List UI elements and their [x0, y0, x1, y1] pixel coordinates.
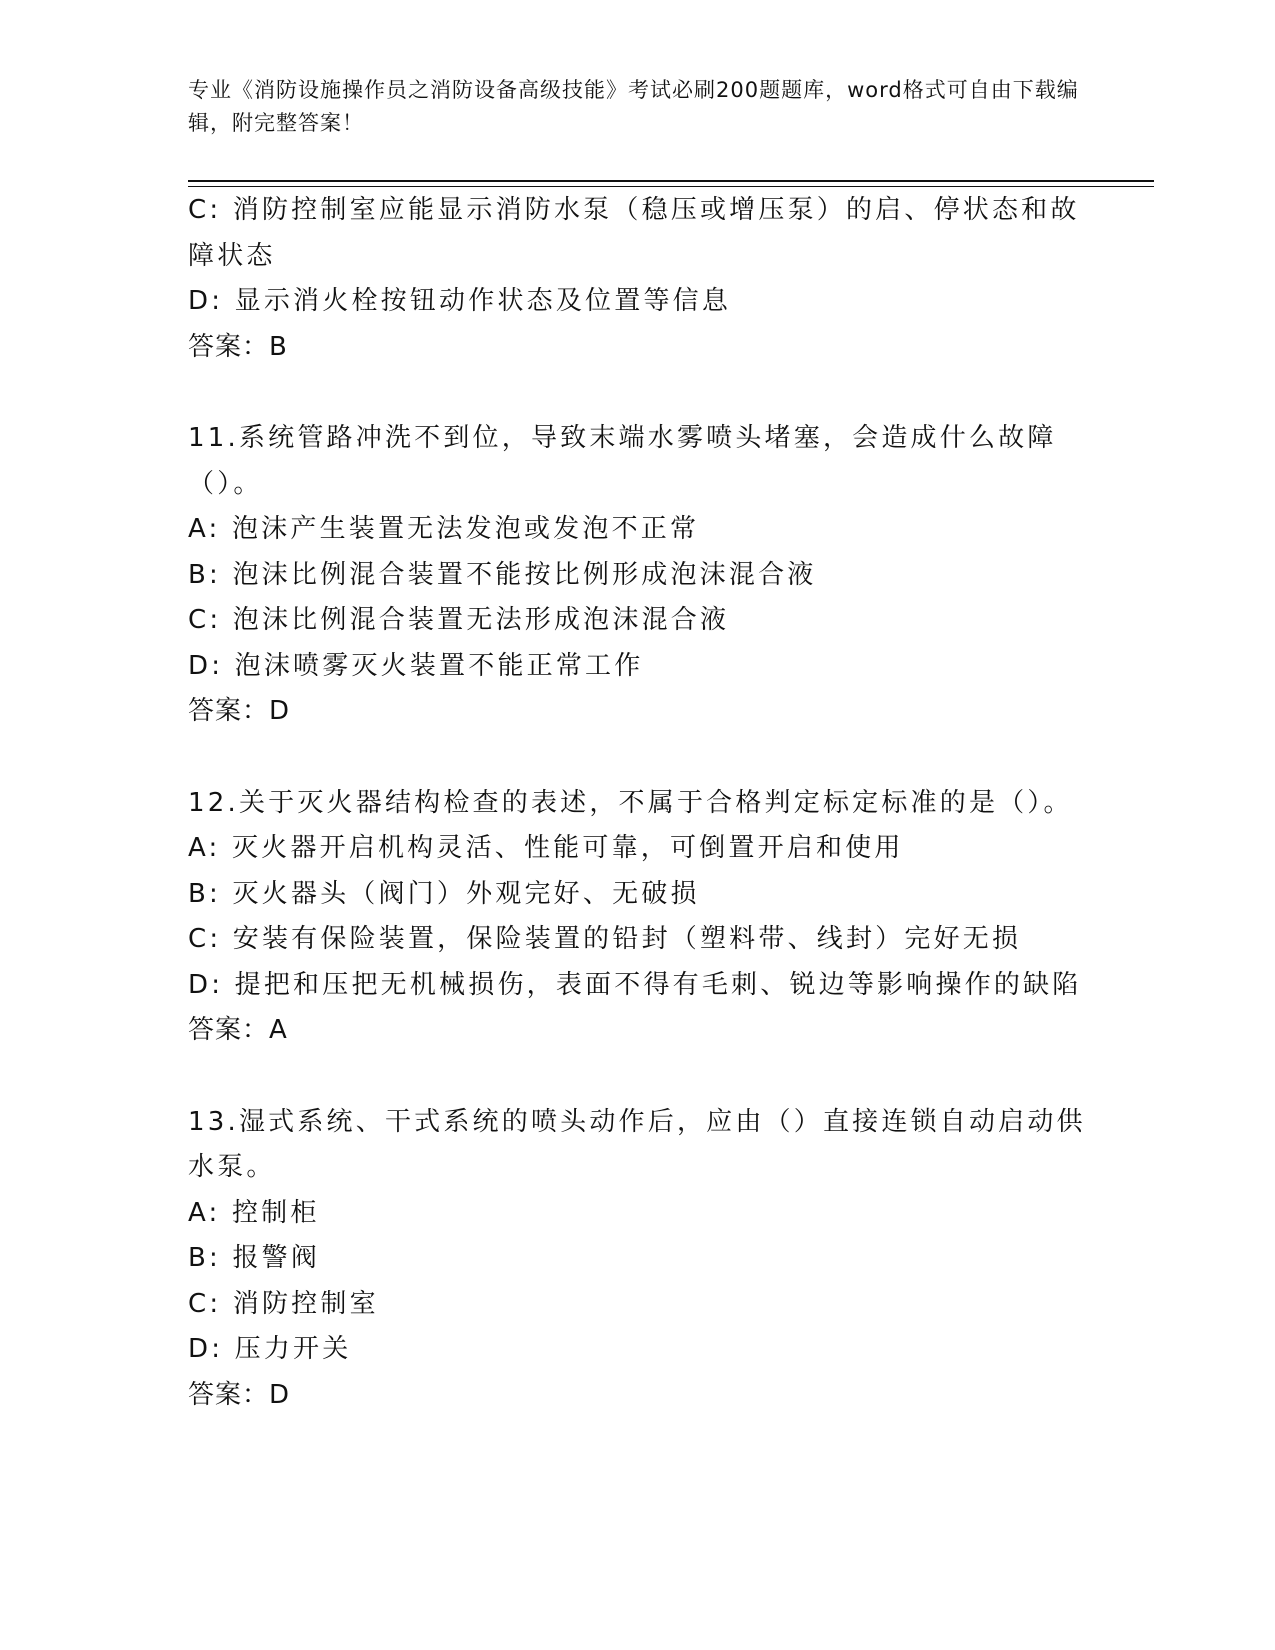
question-block-11 — [188, 416, 1088, 735]
option-label: D: — [188, 650, 235, 681]
header-rule-thin — [188, 186, 1154, 187]
option-b — [188, 553, 1088, 599]
option-label: A: — [188, 514, 232, 544]
option-label: C: — [188, 605, 233, 635]
option-label: B: — [188, 878, 233, 909]
option-label: A: — [188, 1197, 232, 1228]
option-label: B: — [188, 559, 233, 590]
option-d — [188, 963, 1088, 1009]
option-text: 泡沫产生装置无法发泡或发泡不正常 — [231, 514, 700, 544]
option-c — [188, 1282, 1088, 1328]
option-label: D: — [188, 286, 235, 316]
option-text: 压力开关 — [234, 1334, 352, 1364]
option-label: C: — [188, 1288, 233, 1319]
option-text: 泡沫比例混合装置不能按比例形成泡沫混合液 — [232, 559, 817, 590]
answer: 答案：D — [188, 696, 291, 726]
answer: 答案：D — [188, 1379, 291, 1410]
option-text: 泡沫喷雾灭火装置不能正常工作 — [234, 650, 644, 681]
document-header — [188, 74, 1088, 140]
option-b — [188, 1236, 1088, 1282]
question-stem: 12.关于灭火器结构检查的表述，不属于合格判定标定标准的是（）。 — [188, 787, 1073, 818]
option-text: 提把和压把无机械损伤，表面不得有毛刺、锐边等影响操作的缺陷 — [234, 969, 1082, 1000]
question-stem: 11.系统管路冲洗不到位，导致末端水雾喷头堵塞，会造成什么故障（）。 — [188, 423, 1057, 499]
option-a — [188, 507, 1088, 553]
question-stem: 13.湿式系统、干式系统的喷头动作后，应由（）直接连锁自动启动供水泵。 — [188, 1106, 1086, 1182]
option-text: 灭火器头（阀门）外观完好、无破损 — [232, 878, 700, 909]
option-label: A: — [188, 833, 232, 863]
option-b — [188, 872, 1088, 918]
answer: 答案：B — [188, 331, 288, 362]
question-block-carryover — [188, 188, 1088, 370]
document-body — [188, 188, 1088, 1418]
header-title: 专业《消防设施操作员之消防设备高级技能》考试必刷200题题库，word格式可自由下载编辑，附完整答案！ — [188, 78, 1079, 135]
option-a — [188, 826, 1088, 872]
option-label: C: — [188, 195, 233, 225]
option-text: 泡沫比例混合装置无法形成泡沫混合液 — [232, 605, 730, 635]
option-c — [188, 917, 1088, 963]
option-text: 控制柜 — [231, 1197, 320, 1228]
answer: 答案：A — [188, 1015, 288, 1045]
option-text: 显示消火栓按钮动作状态及位置等信息 — [234, 286, 732, 316]
option-d — [188, 279, 1088, 325]
option-text: 报警阀 — [232, 1243, 321, 1273]
question-block-13 — [188, 1100, 1088, 1419]
option-label: D: — [188, 969, 235, 1000]
header-rule-thick — [188, 180, 1154, 182]
option-label: D: — [188, 1334, 235, 1364]
option-text: 灭火器开启机构灵活、性能可靠，可倒置开启和使用 — [231, 833, 904, 863]
option-c — [188, 598, 1088, 644]
option-a — [188, 1191, 1088, 1237]
option-text: 消防控制室应能显示消防水泵（稳压或增压泵）的启、停状态和故障状态 — [188, 195, 1080, 271]
option-label: C: — [188, 924, 233, 954]
option-text: 安装有保险装置，保险装置的铅封（塑料带、线封）完好无损 — [232, 924, 1022, 954]
option-label: B: — [188, 1243, 233, 1273]
option-d — [188, 644, 1088, 690]
option-d — [188, 1327, 1088, 1373]
option-c — [188, 188, 1088, 279]
question-block-12 — [188, 781, 1088, 1054]
option-text: 消防控制室 — [232, 1288, 379, 1319]
spacer — [188, 1054, 1088, 1100]
spacer — [188, 370, 1088, 416]
spacer — [188, 735, 1088, 781]
